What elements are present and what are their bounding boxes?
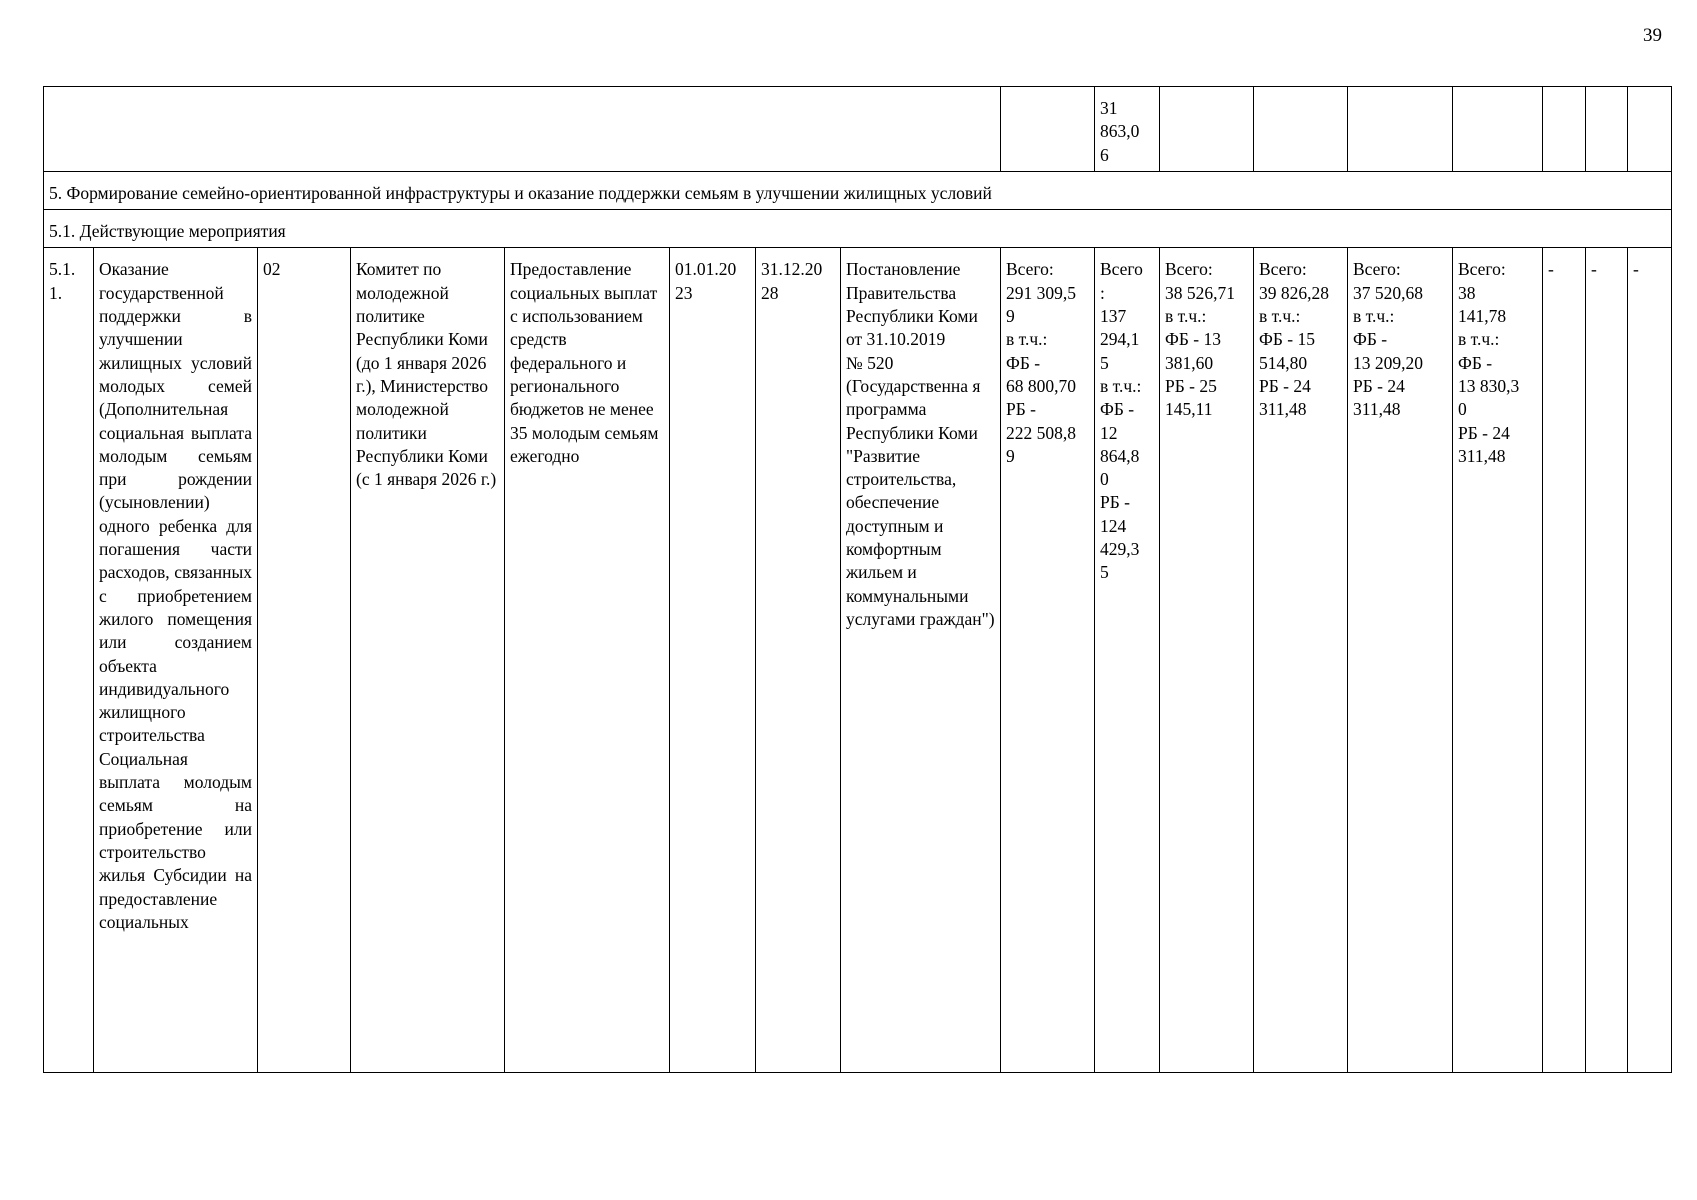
funding-year-1: Всего : 137 294,1 5 в т.ч.: ФБ - 12 864,8 0 РБ - 124 429,3 5 xyxy=(1095,248,1160,1073)
continuation-value-cell: 31 863,0 6 xyxy=(1095,87,1160,172)
table-row xyxy=(44,248,1672,1073)
section-5-row xyxy=(44,171,1672,209)
measure-code: 02 xyxy=(258,248,351,1073)
funding-year-5: Всего: 38 141,78 в т.ч.: ФБ - 13 830,3 0 РБ - 24 311,48 xyxy=(1453,248,1543,1073)
measure-name: Оказание государственной поддержки в улучшении жилищных условий молодых семей (Дополнительная социальная выплата молодым семьям при рождении (усыновлении) одного ребенка для погашения части расходов, связанных с приобретением жилого помещения или созданием объекта индивидуального жилищного строительства Социальная выплата молодым семьям на приобретение или строительство жилья Субсидии на предоставление социальных xyxy=(94,248,258,1073)
funding-year-4: Всего: 37 520,68 в т.ч.: ФБ - 13 209,20 РБ - 24 311,48 xyxy=(1348,248,1453,1073)
section-5-1-heading: 5.1. Действующие мероприятия xyxy=(44,210,1672,248)
expected-result: Предоставление социальных выплат с использованием средств федерального и регионального бюджетов не менее 35 молодым семьям ежегодно xyxy=(505,248,670,1073)
end-date: 31.12.20 28 xyxy=(756,248,841,1073)
page-number: 39 xyxy=(1643,25,1662,46)
funding-year-3: Всего: 39 826,28 в т.ч.: ФБ - 15 514,80 РБ - 24 311,48 xyxy=(1254,248,1348,1073)
extra-col-c: - xyxy=(1628,248,1672,1073)
extra-col-b: - xyxy=(1586,248,1628,1073)
continuation-empty-cell xyxy=(44,87,1001,172)
continuation-total-cell xyxy=(1001,87,1095,172)
program-table xyxy=(43,86,1672,1073)
extra-col-a: - xyxy=(1543,248,1586,1073)
row-number: 5.1. 1. xyxy=(44,248,94,1073)
section-5-1-row xyxy=(44,210,1672,248)
start-date: 01.01.20 23 xyxy=(670,248,756,1073)
regulatory-document: Постановление Правительства Республики Коми от 31.10.2019 № 520 (Государственна я программа Республики Коми "Развитие строительства, обеспечение доступным и комфортным жильем и коммунальными услугами граждан") xyxy=(841,248,1001,1073)
continuation-row xyxy=(44,87,1672,172)
section-5-heading: 5. Формирование семейно-ориентированной инфраструктуры и оказание поддержки семьям в улучшении жилищных условий xyxy=(44,171,1672,209)
responsible-executor: Комитет по молодежной политике Республики Коми (до 1 января 2026 г.), Министерство молодежной политики Республики Коми (с 1 января 2026 г.) xyxy=(351,248,505,1073)
funding-year-2: Всего: 38 526,71 в т.ч.: ФБ - 13 381,60 РБ - 25 145,11 xyxy=(1160,248,1254,1073)
funding-total: Всего: 291 309,5 9 в т.ч.: ФБ - 68 800,70 РБ - 222 508,8 9 xyxy=(1001,248,1095,1073)
